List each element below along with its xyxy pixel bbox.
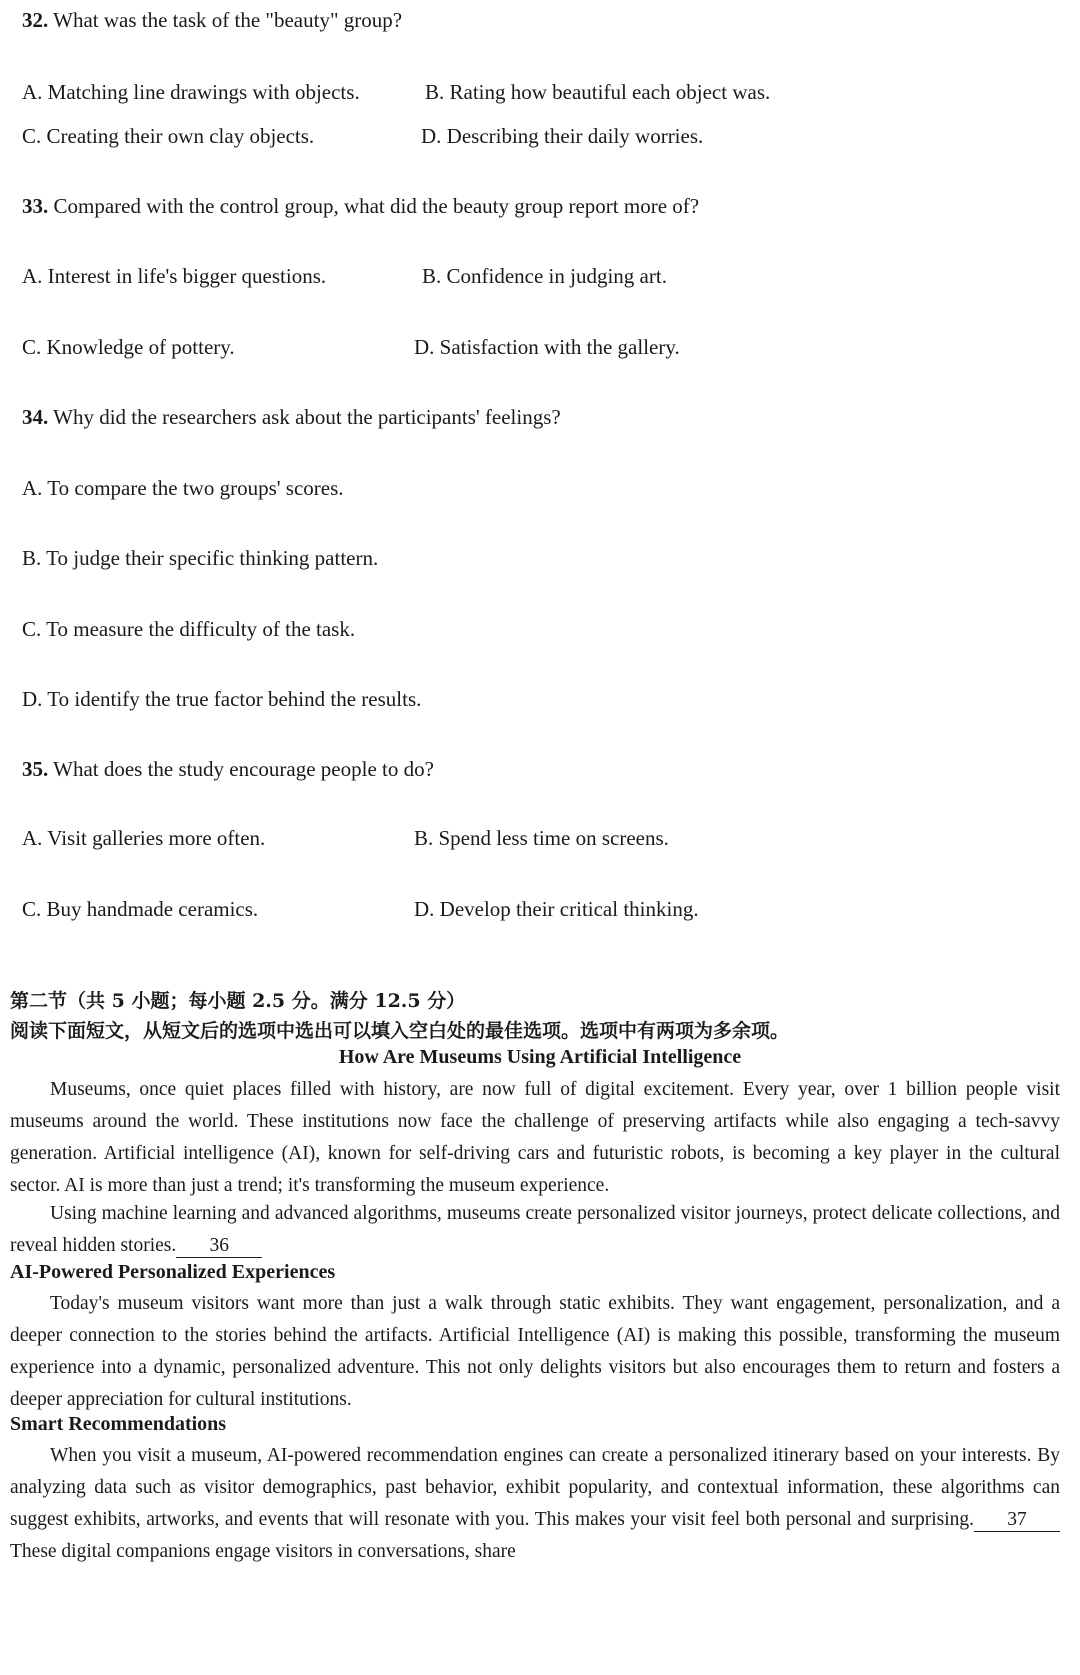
paragraph-text: These digital companions engage visitors in conversations, share [10,1541,516,1562]
question-stem: What does the study encourage people to do? [53,757,434,781]
option-35-c: C. Buy handmade ceramics. [22,897,259,921]
option-35-b: B. Spend less time on screens. [414,826,669,850]
option-34-d: D. To identify the true factor behind the results. [22,687,422,711]
subheading-personalized-experiences: AI-Powered Personalized Experiences [10,1261,336,1283]
option-35-a: A. Visit galleries more often. [22,826,266,850]
paragraph-text: Museums, once quiet places filled with history, are now full of digital excitement. Every year, over 1 billion people visit museums around the world. These institutions now face the challenge of preserving artifacts while also engaging a tech-savvy generation. Artificial intelligence (AI), known for self-driving cars and futuristic robots, is becoming a key player in the cultural sector. AI is more than just a trend; it's transforming the museum experience. [10,1079,1060,1196]
question-stem: What was the task of the "beauty" group? [53,8,403,32]
article-paragraph-4 [10,1440,1060,1568]
question-stem: Compared with the control group, what did the beauty group report more of? [53,194,700,218]
option-35-d: D. Develop their critical thinking. [414,897,699,921]
article-paragraph-1 [10,1074,1060,1202]
option-34-a: A. To compare the two groups' scores. [22,476,344,500]
option-34-c: C. To measure the difficulty of the task. [22,617,356,641]
question-32 [22,8,402,33]
option-32-d: D. Describing their daily worries. [421,124,704,148]
article-title: How Are Museums Using Artificial Intelligence [338,1046,742,1068]
question-35 [22,757,434,782]
option-32-a: A. Matching line drawings with objects. [22,80,360,104]
paragraph-text: When you visit a museum, AI-powered recommendation engines can create a personalized itinerary based on your interests. By analyzing data such as visitor demographics, past behavior, exhibit popularity, and contextual information, these algorithms can suggest exhibits, artworks, and events that will resonate with you. This makes your visit feel both personal and surprising. [10,1445,1060,1530]
question-number: 33. [22,194,49,218]
subheading-smart-recommendations: Smart Recommendations [10,1413,227,1435]
option-32-b: B. Rating how beautiful each object was. [425,80,771,104]
question-stem: Why did the researchers ask about the participants' feelings? [53,405,561,429]
section-heading: 第二节（共 5 小题；每小题 2.5 分。满分 12.5 分） [10,990,466,1012]
blank-37[interactable]: 37 [974,1509,1060,1532]
article-paragraph-3 [10,1288,1060,1416]
option-33-a: A. Interest in life's bigger questions. [22,264,327,288]
article-paragraph-2 [10,1198,1060,1262]
option-33-d: D. Satisfaction with the gallery. [414,335,680,359]
blank-36[interactable]: 36 [176,1235,262,1258]
option-33-b: B. Confidence in judging art. [422,264,667,288]
option-32-c: C. Creating their own clay objects. [22,124,315,148]
paragraph-text: Using machine learning and advanced algorithms, museums create personalized visitor journeys, protect delicate collections, and reveal hidden stories. [10,1203,1060,1256]
option-33-c: C. Knowledge of pottery. [22,335,235,359]
question-number: 34. [22,405,49,429]
option-34-b: B. To judge their specific thinking pattern. [22,546,379,570]
question-number: 35. [22,757,49,781]
paragraph-text: Today's museum visitors want more than just a walk through static exhibits. They want engagement, personalization, and a deeper connection to the stories behind the artifacts. Artificial Intelligence (AI) is making this possible, transforming the museum experience into a dynamic, personalized adventure. This not only delights visitors but also encourages them to return and fosters a deeper appreciation for cultural institutions. [10,1293,1060,1410]
question-number: 32. [22,8,49,32]
section-instruction: 阅读下面短文，从短文后的选项中选出可以填入空白处的最佳选项。选项中有两项为多余项。 [10,1020,790,1042]
question-33 [22,194,699,219]
question-34 [22,405,561,430]
